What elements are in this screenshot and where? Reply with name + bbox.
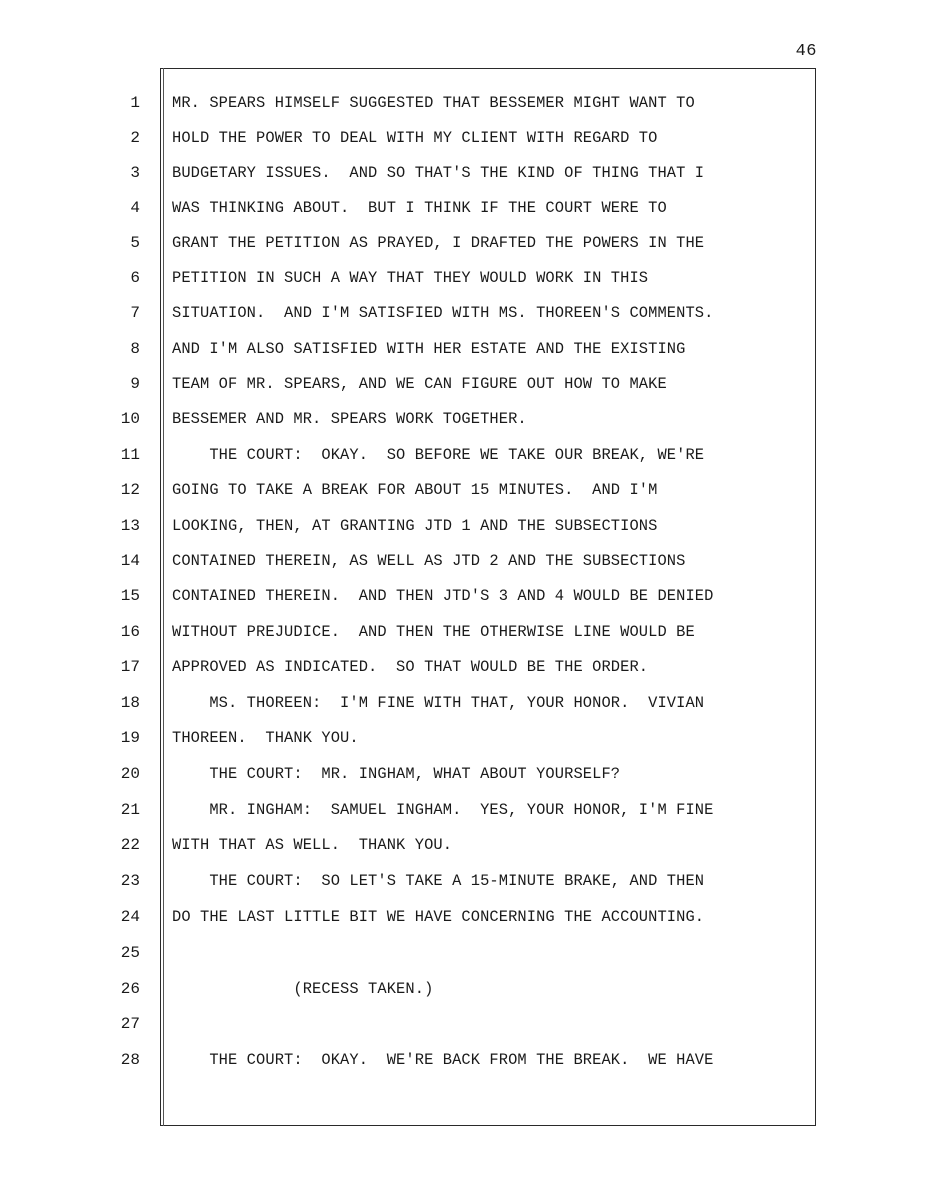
line-number: 15	[120, 587, 140, 605]
line-text: APPROVED AS INDICATED. SO THAT WOULD BE THE ORDER.	[172, 658, 649, 676]
line-text: SITUATION. AND I'M SATISFIED WITH MS. THOREEN'S COMMENTS.	[172, 304, 714, 322]
line-text: THE COURT: SO LET'S TAKE A 15-MINUTE BRAKE, AND THEN	[172, 872, 705, 890]
line-text: THE COURT: OKAY. WE'RE BACK FROM THE BREAK. WE HAVE	[172, 1051, 714, 1069]
line-number: 17	[120, 658, 140, 676]
line-text: GOING TO TAKE A BREAK FOR ABOUT 15 MINUTES. AND I'M	[172, 481, 658, 499]
line-number: 22	[120, 836, 140, 854]
line-number: 16	[120, 623, 140, 641]
transcript-line	[0, 1009, 927, 1039]
line-text: MR. SPEARS HIMSELF SUGGESTED THAT BESSEMER MIGHT WANT TO	[172, 94, 695, 112]
transcript-line	[0, 1045, 927, 1075]
transcript-line	[0, 123, 927, 153]
line-text: THE COURT: MR. INGHAM, WHAT ABOUT YOURSELF?	[172, 765, 621, 783]
transcript-line	[0, 688, 927, 718]
line-number: 20	[120, 765, 140, 783]
line-number: 7	[130, 304, 140, 322]
transcript-line	[0, 475, 927, 505]
transcript-line	[0, 88, 927, 118]
line-number: 25	[120, 944, 140, 962]
line-text: GRANT THE PETITION AS PRAYED, I DRAFTED THE POWERS IN THE	[172, 234, 705, 252]
line-number: 26	[120, 980, 140, 998]
line-number: 1	[130, 94, 140, 112]
transcript-line	[0, 652, 927, 682]
line-text: CONTAINED THEREIN. AND THEN JTD'S 3 AND 4 WOULD BE DENIED	[172, 587, 714, 605]
line-number: 11	[120, 446, 140, 464]
line-text: MS. THOREEN: I'M FINE WITH THAT, YOUR HONOR. VIVIAN	[172, 694, 705, 712]
line-number: 21	[120, 801, 140, 819]
line-number: 3	[130, 164, 140, 182]
line-text: THOREEN. THANK YOU.	[172, 729, 359, 747]
line-text: TEAM OF MR. SPEARS, AND WE CAN FIGURE OUT HOW TO MAKE	[172, 375, 667, 393]
transcript-line	[0, 723, 927, 753]
line-number: 13	[120, 517, 140, 535]
transcript-line	[0, 546, 927, 576]
line-number: 14	[120, 552, 140, 570]
line-number: 23	[120, 872, 140, 890]
line-number: 8	[130, 340, 140, 358]
page-number: 46	[795, 42, 817, 61]
line-text: DO THE LAST LITTLE BIT WE HAVE CONCERNING THE ACCOUNTING.	[172, 908, 705, 926]
line-number: 10	[120, 410, 140, 428]
transcript-line	[0, 193, 927, 223]
transcript-line	[0, 795, 927, 825]
line-number: 2	[130, 129, 140, 147]
line-number: 28	[120, 1051, 140, 1069]
transcript-line	[0, 830, 927, 860]
line-number: 27	[120, 1015, 140, 1033]
transcript-line	[0, 938, 927, 968]
line-text: WITH THAT AS WELL. THANK YOU.	[172, 836, 453, 854]
line-text: LOOKING, THEN, AT GRANTING JTD 1 AND THE SUBSECTIONS	[172, 517, 658, 535]
line-number: 24	[120, 908, 140, 926]
line-number: 9	[130, 375, 140, 393]
transcript-line	[0, 511, 927, 541]
line-number: 6	[130, 269, 140, 287]
transcript-line	[0, 369, 927, 399]
transcript-line	[0, 334, 927, 364]
transcript-line	[0, 617, 927, 647]
transcript-line	[0, 298, 927, 328]
line-text: WAS THINKING ABOUT. BUT I THINK IF THE COURT WERE TO	[172, 199, 667, 217]
line-text: (RECESS TAKEN.)	[172, 980, 434, 998]
transcript-line	[0, 263, 927, 293]
line-text: AND I'M ALSO SATISFIED WITH HER ESTATE AND THE EXISTING	[172, 340, 686, 358]
line-text: MR. INGHAM: SAMUEL INGHAM. YES, YOUR HONOR, I'M FINE	[172, 801, 714, 819]
line-text: BUDGETARY ISSUES. AND SO THAT'S THE KIND OF THING THAT I	[172, 164, 705, 182]
line-text: BESSEMER AND MR. SPEARS WORK TOGETHER.	[172, 410, 527, 428]
line-number: 12	[120, 481, 140, 499]
transcript-line	[0, 228, 927, 258]
transcript-line	[0, 759, 927, 789]
line-text: PETITION IN SUCH A WAY THAT THEY WOULD WORK IN THIS	[172, 269, 649, 287]
transcript-line	[0, 158, 927, 188]
transcript-line	[0, 404, 927, 434]
line-number: 5	[130, 234, 140, 252]
transcript-line	[0, 440, 927, 470]
line-text: HOLD THE POWER TO DEAL WITH MY CLIENT WITH REGARD TO	[172, 129, 658, 147]
transcript-line	[0, 974, 927, 1004]
line-number: 19	[120, 729, 140, 747]
transcript-line	[0, 866, 927, 896]
line-number: 18	[120, 694, 140, 712]
line-text: WITHOUT PREJUDICE. AND THEN THE OTHERWISE LINE WOULD BE	[172, 623, 695, 641]
line-text: CONTAINED THEREIN, AS WELL AS JTD 2 AND THE SUBSECTIONS	[172, 552, 686, 570]
transcript-line	[0, 902, 927, 932]
line-number: 4	[130, 199, 140, 217]
line-text: THE COURT: OKAY. SO BEFORE WE TAKE OUR BREAK, WE'RE	[172, 446, 705, 464]
transcript-line	[0, 581, 927, 611]
